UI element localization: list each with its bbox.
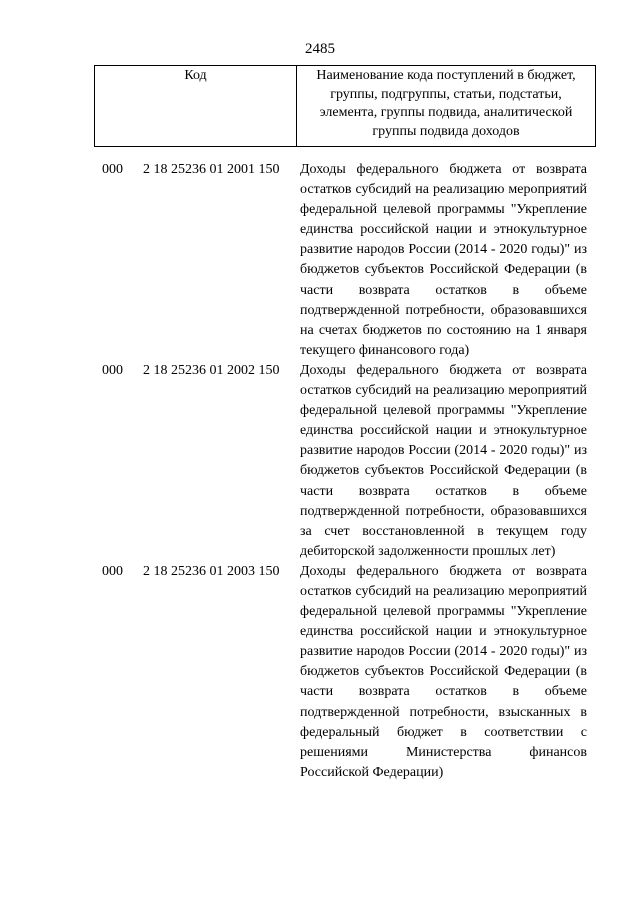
table-header bbox=[94, 65, 596, 147]
page-number: 2485 bbox=[305, 41, 335, 57]
row-group-code: 000 bbox=[102, 162, 123, 177]
row-name: Доходы федерального бюджета от возврата остатков субсидий на реализацию мероприятий федеральной целевой программы "Укрепление единства российской нации и этнокультурное развитие народов России (2014 - 2020 годы)" из бюджетов субъектов Российской Федерации (в части возврата остатков в объеме подтвержденной потребности, взысканных в федеральный бюджет в соответствии с решениями Министерства финансов Российской Федерации) bbox=[300, 563, 587, 780]
income-codes-list bbox=[0, 160, 640, 783]
header-code-label: Код bbox=[95, 66, 297, 146]
table-row bbox=[0, 562, 640, 783]
row-code: 2 18 25236 01 2001 150 bbox=[143, 162, 280, 177]
row-group-code: 000 bbox=[102, 362, 123, 378]
row-name: Доходы федерального бюджета от возврата остатков субсидий на реализацию мероприятий федеральной целевой программы "Укрепление единства российской нации и этнокультурное развитие народов России (2014 - 2020 годы)" из бюджетов субъектов Российской Федерации (в части возврата остатков в объеме подтвержденной потребности, образовавшихся за счет восстановленной в текущем году дебиторской задолженности прошлых лет) bbox=[300, 362, 587, 559]
row-name: Доходы федерального бюджета от возврата остатков субсидий на реализацию мероприятий федеральной целевой программы "Укрепление единства российской нации и этнокультурное развитие народов России (2014 - 2020 годы)" из бюджетов субъектов Российской Федерации (в части возврата остатков в объеме подтвержденной потребности, образовавшихся на счетах бюджетов по состоянию на 1 января текущего финансового года) bbox=[300, 162, 587, 358]
header-name-label: Наименование кода поступлений в бюджет, группы, подгруппы, статьи, подстатьи, элемента, группы подвида, аналитической группы подвида доходов bbox=[316, 68, 576, 139]
table-row bbox=[0, 361, 640, 562]
row-code: 2 18 25236 01 2002 150 bbox=[143, 362, 280, 378]
row-group-code: 000 bbox=[102, 563, 123, 579]
table-row bbox=[0, 160, 640, 361]
row-code: 2 18 25236 01 2003 150 bbox=[143, 563, 280, 579]
